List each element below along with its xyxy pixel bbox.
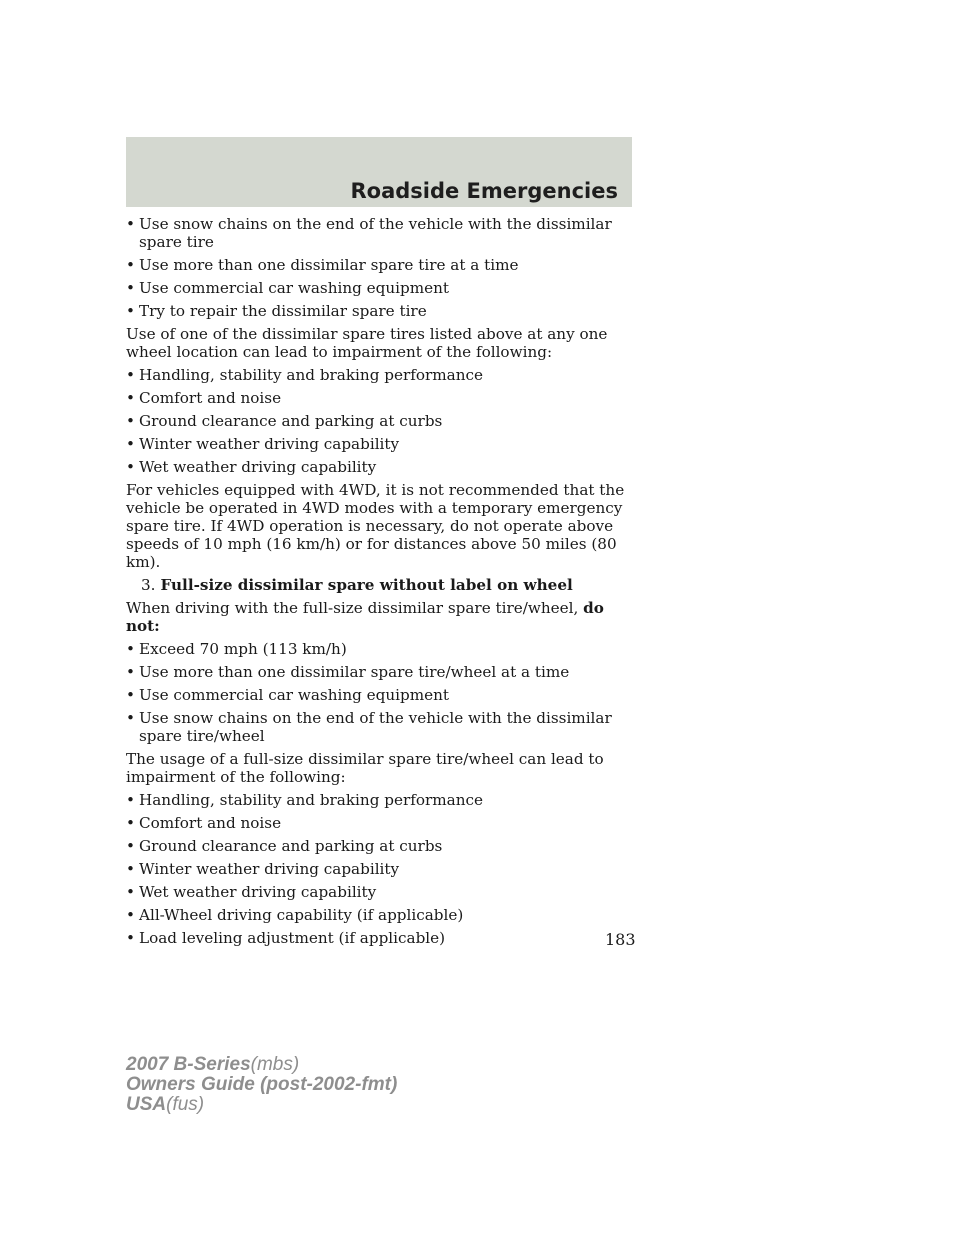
- list-item: • All-Wheel driving capability (if applicable): [126, 906, 464, 924]
- list-item: • Winter weather driving capability: [126, 860, 400, 878]
- footer-line: 2007 B-Series(mbs): [126, 1054, 300, 1075]
- list-item: • Use commercial car washing equipment: [126, 686, 450, 704]
- bullet-icon: •: [126, 215, 135, 233]
- section-title: Roadside Emergencies: [350, 179, 618, 203]
- bullet-icon: •: [126, 860, 135, 878]
- bullet-icon: •: [126, 709, 135, 727]
- list-item: • Use snow chains on the end of the vehicle with the dissimilar spare tire: [126, 215, 612, 251]
- emphasis-text: do not:: [126, 599, 604, 635]
- list-item: • Use more than one dissimilar spare tire at a time: [126, 256, 519, 274]
- bullet-icon: •: [126, 458, 135, 476]
- list-item: • Try to repair the dissimilar spare tire: [126, 302, 427, 320]
- list-item: • Comfort and noise: [126, 389, 282, 407]
- bullet-icon: •: [126, 302, 135, 320]
- list-item: • Handling, stability and braking performance: [126, 366, 483, 384]
- bullet-icon: •: [126, 791, 135, 809]
- document-footer: [126, 1055, 397, 1115]
- bullet-icon: •: [126, 412, 135, 430]
- bullet-icon: •: [126, 929, 135, 947]
- bullet-icon: •: [126, 663, 135, 681]
- list-item: • Comfort and noise: [126, 814, 282, 832]
- bullet-icon: •: [126, 256, 135, 274]
- footer-line: Owners Guide (post-2002-fmt): [126, 1074, 398, 1095]
- bullet-icon: •: [126, 883, 135, 901]
- page-number: 183: [605, 930, 636, 949]
- bullet-icon: •: [126, 837, 135, 855]
- bullet-icon: •: [126, 389, 135, 407]
- paragraph: The usage of a full-size dissimilar spare tire/wheel can lead to impairment of the following:: [126, 750, 604, 786]
- bullet-icon: •: [126, 906, 135, 924]
- heading-number: 3.: [141, 576, 156, 594]
- list-item: • Exceed 70 mph (113 km/h): [126, 640, 347, 658]
- page-body: [126, 215, 636, 952]
- list-item: • Winter weather driving capability: [126, 435, 400, 453]
- footer-line: USA(fus): [126, 1094, 205, 1115]
- list-item: • Use snow chains on the end of the vehicle with the dissimilar spare tire/wheel: [126, 709, 612, 745]
- list-item: • Use more than one dissimilar spare tire/wheel at a time: [126, 663, 570, 681]
- section-header-band: [126, 137, 632, 207]
- list-item: • Handling, stability and braking performance: [126, 791, 483, 809]
- bullet-icon: •: [126, 686, 135, 704]
- paragraph: For vehicles equipped with 4WD, it is not recommended that the vehicle be operated in 4WD modes with a temporary emergency spare tire. If 4WD operation is necessary, do not operate above speeds of 10 mph (16 km/h) or for distances above 50 miles (80 km).: [126, 481, 625, 571]
- heading-text: Full-size dissimilar spare without label on wheel: [160, 576, 573, 594]
- list-item: • Ground clearance and parking at curbs: [126, 412, 443, 430]
- bullet-icon: •: [126, 814, 135, 832]
- paragraph: When driving with the full-size dissimilar spare tire/wheel, do not:: [126, 599, 604, 635]
- list-item: • Ground clearance and parking at curbs: [126, 837, 443, 855]
- bullet-icon: •: [126, 640, 135, 658]
- list-item: • Wet weather driving capability: [126, 883, 377, 901]
- bullet-icon: •: [126, 366, 135, 384]
- numbered-heading: [126, 576, 636, 594]
- bullet-icon: •: [126, 435, 135, 453]
- bullet-icon: •: [126, 279, 135, 297]
- list-item: • Wet weather driving capability: [126, 458, 377, 476]
- paragraph: Use of one of the dissimilar spare tires listed above at any one wheel location can lead to impairment of the following:: [126, 325, 608, 361]
- list-item: • Use commercial car washing equipment: [126, 279, 450, 297]
- list-item: • Load leveling adjustment (if applicable): [126, 929, 446, 947]
